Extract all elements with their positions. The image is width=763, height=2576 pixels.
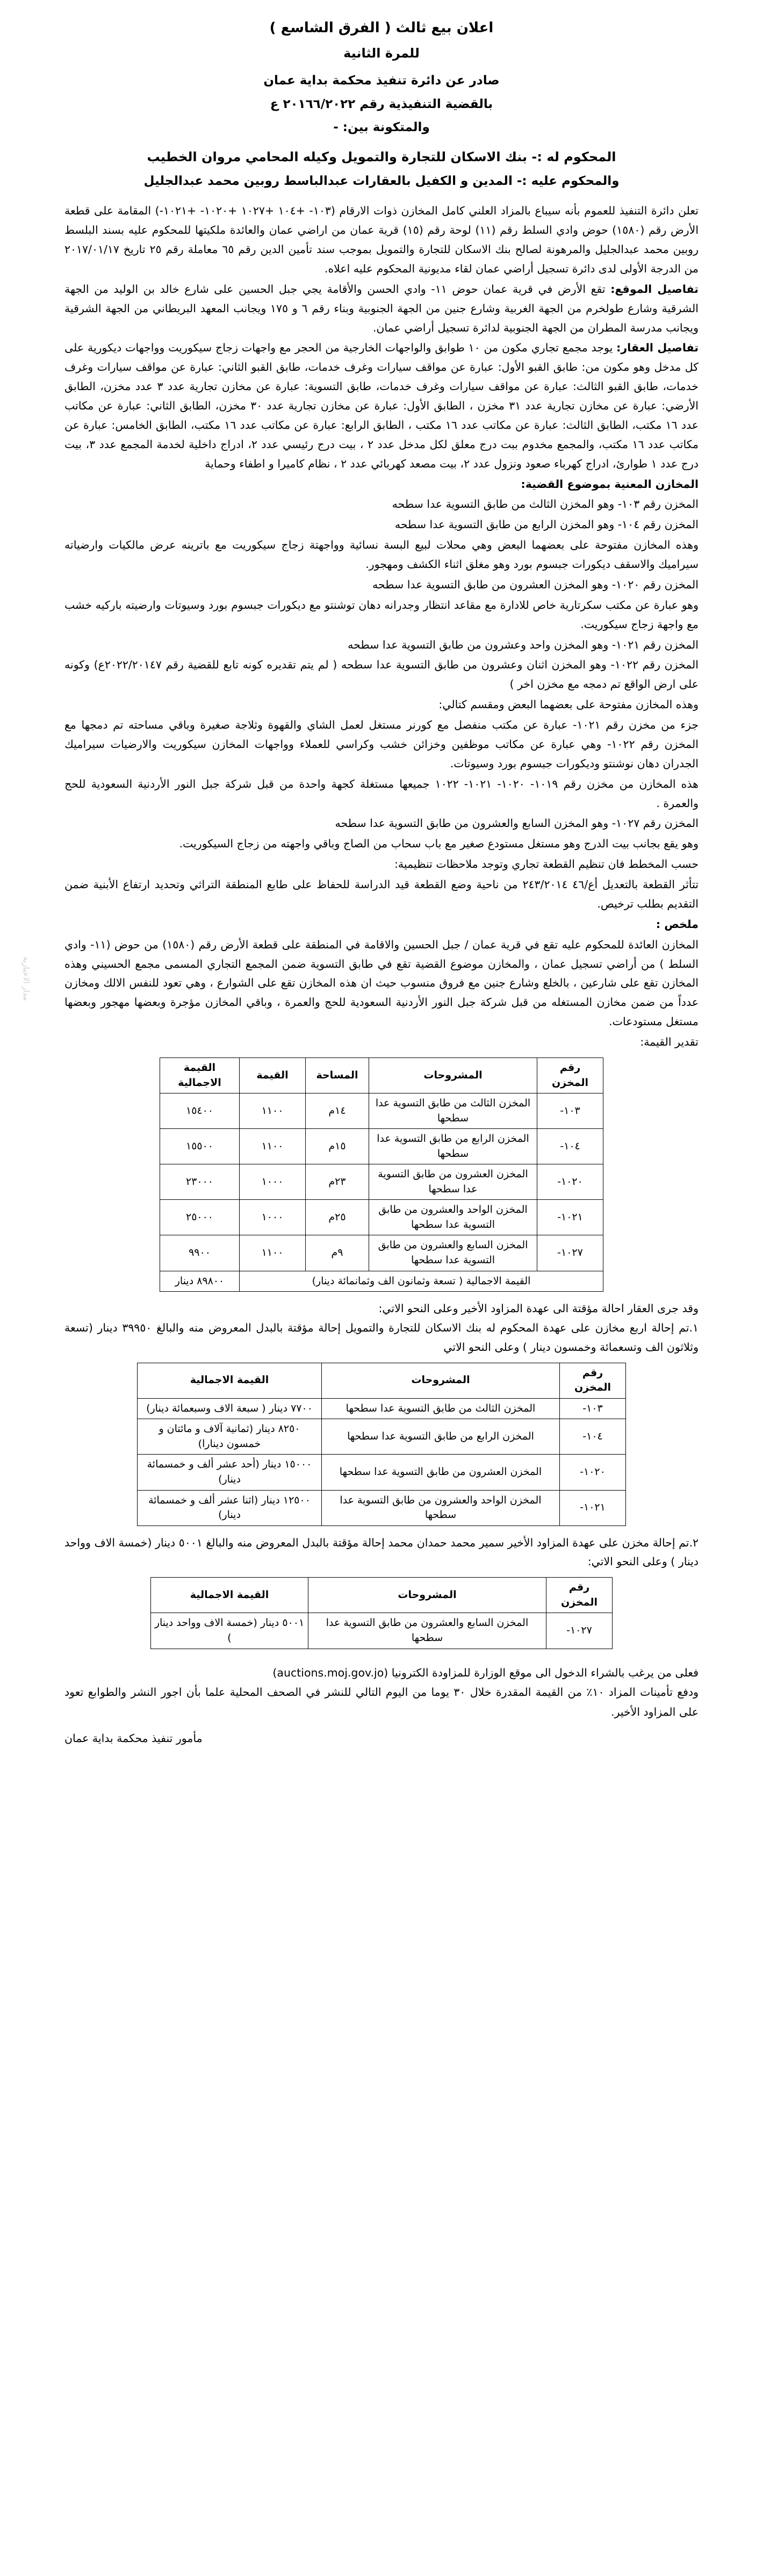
cell-value: ١١٠٠ [240,1093,306,1129]
zoning-note-2: تتأثر القطعة بالتعديل أع/٤٦ ٢٤٣/٢٠١٤ من ناحية وضع القطعة قيد الدراسة للحفاظ على طابع المنطقة التراثي وتحديد ارتفاع الأبنية ضمن التقديم بطلب ترخيص. [64,878,699,910]
table-row [138,1455,626,1490]
store-desc-3: وهذه المخازن مفتوحة على بعضهما البعض ومقسم كتالي: [438,698,699,711]
store-1027: المخزن رقم ١٠٢٧- وهو المخزن السابع والعشرون من طابق التسوية عدا سطحه [335,817,699,830]
header-line-2: للمرة الثانية [343,46,420,61]
cell-no: ١٠٤- [537,1129,603,1164]
cell-value: ١٠٠٠ [240,1200,306,1235]
cell-total: ٢٥٠٠٠ [160,1200,240,1235]
cell-desc: المخزن الثالث من طابق التسوية عدا سطحها [322,1398,560,1419]
th-store-no: رقم المخزن [560,1363,626,1398]
cell-total: ١٥٥٠٠ [160,1129,240,1164]
cell-total: ٥٠٠١ دينار (خمسة الاف وواحد دينار ) [151,1613,308,1649]
cell-desc: المخزن العشرون من طابق التسوية عدا سطحها [322,1455,560,1490]
table-row [160,1093,603,1129]
table-row [160,1235,603,1271]
cell-value: ١٠٠٠ [240,1164,306,1200]
header-line-3: صادر عن دائرة تنفيذ محكمة بداية عمان [263,73,500,88]
signature-text: مأمور تنفيذ محكمة بداية عمان [64,1732,203,1745]
estimate-title: تقدير القيمة: [640,1035,699,1049]
table-row [160,1200,603,1235]
cell-no: ١٠٣- [537,1093,603,1129]
th-store-no: رقم المخزن [537,1057,603,1093]
cell-desc: المخزن العشرون من طابق التسوية عدا سطحها [369,1164,537,1200]
table-header-row [151,1578,613,1613]
th-total: القيمة الاجمالية [160,1057,240,1093]
cell-total: ٨٢٥٠ دينار (ثمانية آلاف و مائتان و خمسون دينارا) [138,1419,322,1455]
th-description: المشروحات [369,1057,537,1093]
paragraph-intro: تعلن دائرة التنفيذ للعموم بأنه سيباع بالمزاد العلني كامل المخازن ذوات الارقام (١٠٣- +١٠٤ +١٠٢٧ +١٠٢٠- +١٠٢١-) المقامة على قطعة الأرض رقم (١٥٨٠) حوض وادي السلط رقم (١١) لوحة رقم (١٥) قرية عمان من اراضي عمان والعائدة ملكيتها للمحكوم عليه بسند البلسط روبين محمد عبدالجليل والمرهونة لصالح بنك الاسكان للتجارة والتمويل بموجب سند تأمين الدين رقم ٦٥ معاملة رقم ٢٥ تاريخ ٢٠١٧/٠١/١٧ من الدرجة الأولى لدى دائرة تسجيل أراضي عمان لقاء مديونية المحكوم عليه اعلاه. [64,204,699,275]
zoning-note-1: حسب المخطط فان تنظيم القطعة تجاري وتوجد ملاحظات تنظيمية: [394,858,699,871]
table-row [138,1398,626,1419]
cell-no: ١٠٢٠- [537,1164,603,1200]
header-line-1: اعلان بيع ثالث ( الفرق الشاسع ) [269,20,494,36]
header-line-5: والمتكونة بين: - [333,120,430,135]
cell-no: ١٠٢١- [560,1490,626,1526]
awarded-table-1 [137,1363,626,1526]
cell-desc: المخزن السابع والعشرون من طابق التسوية عدا سطحها [308,1613,546,1649]
header-creditor-line: المحكوم له :- بنك الاسكان للتجارة والتمويل وكيله المحامي مروان الخطيب [147,149,616,165]
header-line-4: بالقضية التنفيذية رقم ٢٠١٦٦/٢٠٢٢ ع [270,97,493,111]
footer-line-1: فعلى من يرغب بالشراء الدخول الى موقع الوزارة للمزاودة الكترونيا (auctions.moj.gov.jo) [272,1666,699,1679]
table-row [160,1129,603,1164]
cell-total: ٧٧٠٠ دينار ( سبعة الاف وسبعمائة دينار) [138,1398,322,1419]
th-area: المساحة [306,1057,369,1093]
header-debtor-line: والمحكوم عليه :- المدين و الكفيل بالعقارات عبدالباسط روبين محمد عبدالجليل [143,174,620,188]
summary-title: ملخص : [656,917,699,931]
cell-desc: المخزن الواحد والعشرون من طابق التسوية عدا سطحها [369,1200,537,1235]
th-total: القيمة الاجمالية [151,1578,308,1613]
cell-desc: المخزن الرابع من طابق التسوية عدا سطحها [322,1419,560,1455]
cell-no: ١٠٤- [560,1419,626,1455]
store-desc-5: هذه المخازن من مخزن رقم ١٠١٩- ١٠٢٠- ١٠٢١- ١٠٢٢ جميعها مستغلة كجهة واحدة من قبل شركة جبل النور الأردنية السعودية للحج والعمرة . [64,777,699,810]
signature-block [64,1732,699,1745]
stores-subject-title: المخازن المعنية بموضوع القضية: [521,477,699,491]
footer-notes [64,1663,699,1723]
cell-area: ٢٣م [306,1164,369,1200]
summary-text: المخازن العائدة للمحكوم عليه تقع في قرية عمان / جبل الحسين والاقامة في المنطقة على قطعة الأرض رقم (١٥٨٠) من حوض (١١- وادي السلط ) من أراضي تسجيل عمان ، والمخازن موضوع القضية تقع في طابق التسوية ضمن المجمع التجاري المسمى مجمع الحسيني وهذه المخازن تقع على شارعين ، بالخلع وشارع جنين مع فروق منسوب حيث ان هذه المخازن تقع على الشوارع ، وهي تعود للنفس الالك ومخازن عدداً من ضمن مخازن المستغله من قبل شركة جبل النور الأردنية السعودية للحج والعمرة ، وباقي المخازن مؤجرة وبعضها مهجور وبعضها مستغل مستودعات. [64,938,699,1028]
th-value: القيمة [240,1057,306,1093]
cell-total: ١٢٥٠٠ دينار (اثنا عشر ألف و خمسمائة دينار) [138,1490,322,1526]
table-row [138,1419,626,1455]
cell-total: ٢٣٠٠٠ [160,1164,240,1200]
cell-area: ١٥م [306,1129,369,1164]
cell-area: ٩م [306,1235,369,1271]
cell-desc: المخزن الواحد والعشرون من طابق التسوية عدا سطحها [322,1490,560,1526]
th-store-no: رقم المخزن [546,1578,613,1613]
location-title: تفاصيل الموقع: [610,282,699,296]
cell-value: ١١٠٠ [240,1235,306,1271]
cell-no: ١٠٢١- [537,1200,603,1235]
cell-total: ٩٩٠٠ [160,1235,240,1271]
cell-desc: المخزن السابع والعشرون من طابق التسوية عدا سطحها [369,1235,537,1271]
auction-note-2: ١.تم إحالة اربع مخازن على عهدة المحكوم له بنك الاسكان للتجارة والتمويل إحالة مؤقتة بالبدل المعروض منه والبالغ ٣٩٩٥٠ دينار (تسعة وثلاثون الف وتسعمائة وخمسون دينار ) وعلى النحو الاتي [64,1321,699,1354]
store-103: المخزن رقم ١٠٣- وهو المخزن الثالث من طابق التسوية عدا سطحه [392,498,699,511]
footer-line-2: ودفع تأمينات المزاد ١٠٪ من القيمة المقدرة خلال ٣٠ يوما من اليوم التالي للنشر في الصحف المحلية علما بأن اجور النشر والطوابع تعود على المزاود الأخير. [64,1686,699,1719]
cell-value: ١١٠٠ [240,1129,306,1164]
cell-desc: المخزن الثالث من طابق التسوية عدا سطحها [369,1093,537,1129]
store-1020: المخزن رقم ١٠٢٠- وهو المخزن العشرون من طابق التسوية عدا سطحه [372,578,699,591]
table-row [138,1490,626,1526]
store-1022: المخزن رقم ١٠٢٢- وهو المخزن اثنان وعشرون من طابق التسوية عدا سطحه ( لم يتم تقديره كونه تابع للقضية رقم ٢٠٢٢/٢٠١٤٧ع) وكونه على ارض الواقع تم دمجه مع مخزن اخر ) [64,658,699,691]
announcement-header [64,15,699,193]
table-footer-row [160,1271,603,1292]
cell-area: ١٤م [306,1093,369,1129]
table-row [160,1164,603,1200]
store-desc-2: وهو عبارة عن مكتب سكرتارية خاص للادارة مع مقاعد انتظار وجدرانه دهان توشنتو مع ديكورات جبسوم بورد وسيوتات وارضيته باركيه خشب مع واجهة زجاج سيكوريت. [64,598,699,631]
watermark-small: مدار الاخبارية [21,956,31,1001]
location-text: تقع الأرض في قرية عمان حوض ١١- وادي الحسن والأقامة يجي جبل الحسين على شارع خالد بن الوليد من الجهة الشرقية وشارع طولخرم من الجهة الغربية وشارع جنين من الجهة الجنوبية وبناء رقم ٦ و ١٧٥ ويجانب المعهد البريطاني من الجهة الشرقية ويجانب مدرسة المطران من الجهة الجنوبية لدائرة تسجيل أراضي عمان. [64,282,699,334]
table-header-row [160,1057,603,1093]
store-1021: المخزن رقم ١٠٢١- وهو المخزن واحد وعشرون من طابق التسوية عدا سطحه [348,638,699,651]
main-body [64,202,699,1052]
cell-total: ١٥٠٠٠ دينار (أحد عشر ألف و خمسمائة دينار) [138,1455,322,1490]
property-title: تفاصيل العقار: [616,341,699,355]
auction-note-3: ٢.تم إحالة مخزن على عهدة المزاود الأخير سمير محمد حمدان محمد إحالة مؤقتة بالبدل المعروض منه والبالغ ٥٠٠١ دينار (خمسة الاف وواحد دينار ) وعلى النحو الاتي: [64,1536,699,1568]
store-104: المخزن رقم ١٠٤- وهو المخزن الرابع من طابق التسوية عدا سطحه [394,518,699,531]
property-text: يوجد مجمع تجاري مكون من ١٠ طوابق والواجهات الخارجية من الحجر مع واجهات زجاج سيكوريت وواجهات ديكورية على كل مدخل وهو مكون من: طابق القبو الأول: عبارة عن مواقف سيارات وغرف خدمات، طابق القبو الثاني: عبارة عن مواقف سيارات وغرف خدمات، طابق القبو الثالث: عبارة عن مواقف سيارات وغرف خدمات، طابق التسوية: عبارة عن مخازن تجارية عدد ٣ عدد مخزن، الطابق الأرضي: عبارة عن مخازن تجارية عدد ٣١ مخزن ، الطابق الأول: عبارة عن مخازن تجارية عدد ٣٠ مخزن، الطابق الثاني: عبارة عن مكاتب عدد ١٦ مكتب، الطابق الثالث: عبارة عن مكاتب عدد ١٦ مكتب ، الطابق الرابع: عبارة عن مكاتب عدد ١٦ مكتب، الطابق الخامس: عبارة عن مكاتب عدد ١٦ مكتب، والمجمع مخدوم ببت درج معلق لكل مدخل عدد ٢ ، بيت درج رئيسي عدد ٢، ادراج داخلية لخدمة المجمع عدد ٣، بيت درج عدد ١ طوارئ، ادراج كهرباء صعود ونزول عدد ٢، بيت مصعد كهربائي عدد ٢ ، نظام كاميرا و اطفاء وحماية [64,341,699,470]
total-value: ٨٩٨٠٠ دينار [160,1271,240,1292]
total-label: القيمة الاجمالية ( تسعة وثمانون الف وثمانمائة دينار) [240,1271,603,1292]
th-total: القيمة الاجمالية [138,1363,322,1398]
cell-total: ١٥٤٠٠ [160,1093,240,1129]
cell-no: ١٠٢٠- [560,1455,626,1490]
paragraph-location [64,280,699,338]
th-description: المشروحات [322,1363,560,1398]
th-description: المشروحات [308,1578,546,1613]
valuation-table [160,1057,603,1292]
cell-no: ١٠٣- [560,1398,626,1419]
cell-area: ٢٥م [306,1200,369,1235]
store-desc-6: وهو يقع بجانب بيت الدرج وهو مستغل مستودع صغير مع باب سحاب من الصاج وباقي واجهته من زجاج السيكوريت. [179,837,699,851]
store-desc-4: جزء من مخزن رقم ١٠٢١- عبارة عن مكتب منفصل مع كورنر مستغل لعمل الشاي والقهوة وثلاجة صغيرة وباقي مساحته تم دمجها مع المخزن رقم ١٠٢٢- وهي عبارة عن مكاتب موظفين وخزائن خشب وكراسي للعملاء وواجهات المخازن سيكوريت والارضيات سيراميك الجدران دهان نوشنتو وديكورات جبسوم بورد وسيوتات. [64,718,699,770]
cell-desc: المخزن الرابع من طابق التسوية عدا سطحها [369,1129,537,1164]
store-desc-1: وهذه المخازن مفتوحة على بعضهما البعض وهي محلات لبيع البسة نسائية وواجهتة زجاج سيكوريت مع باترينه عرض مالكيات وارضياته سيراميك والاسقف ديكورات جبسوم بورد وهو مغلق اثناء الكشف ومهجور. [64,538,699,571]
table-row [151,1613,613,1649]
auction-note-1: وقد جرى العقار احالة مؤقتة الى عهدة المزاود الأخير وعلى النحو الاتي: [378,1302,699,1315]
cell-no: ١٠٢٧- [537,1235,603,1271]
paragraph-property [64,339,699,473]
table-header-row [138,1363,626,1398]
cell-no: ١٠٢٧- [546,1613,613,1649]
awarded-table-2 [150,1577,613,1649]
